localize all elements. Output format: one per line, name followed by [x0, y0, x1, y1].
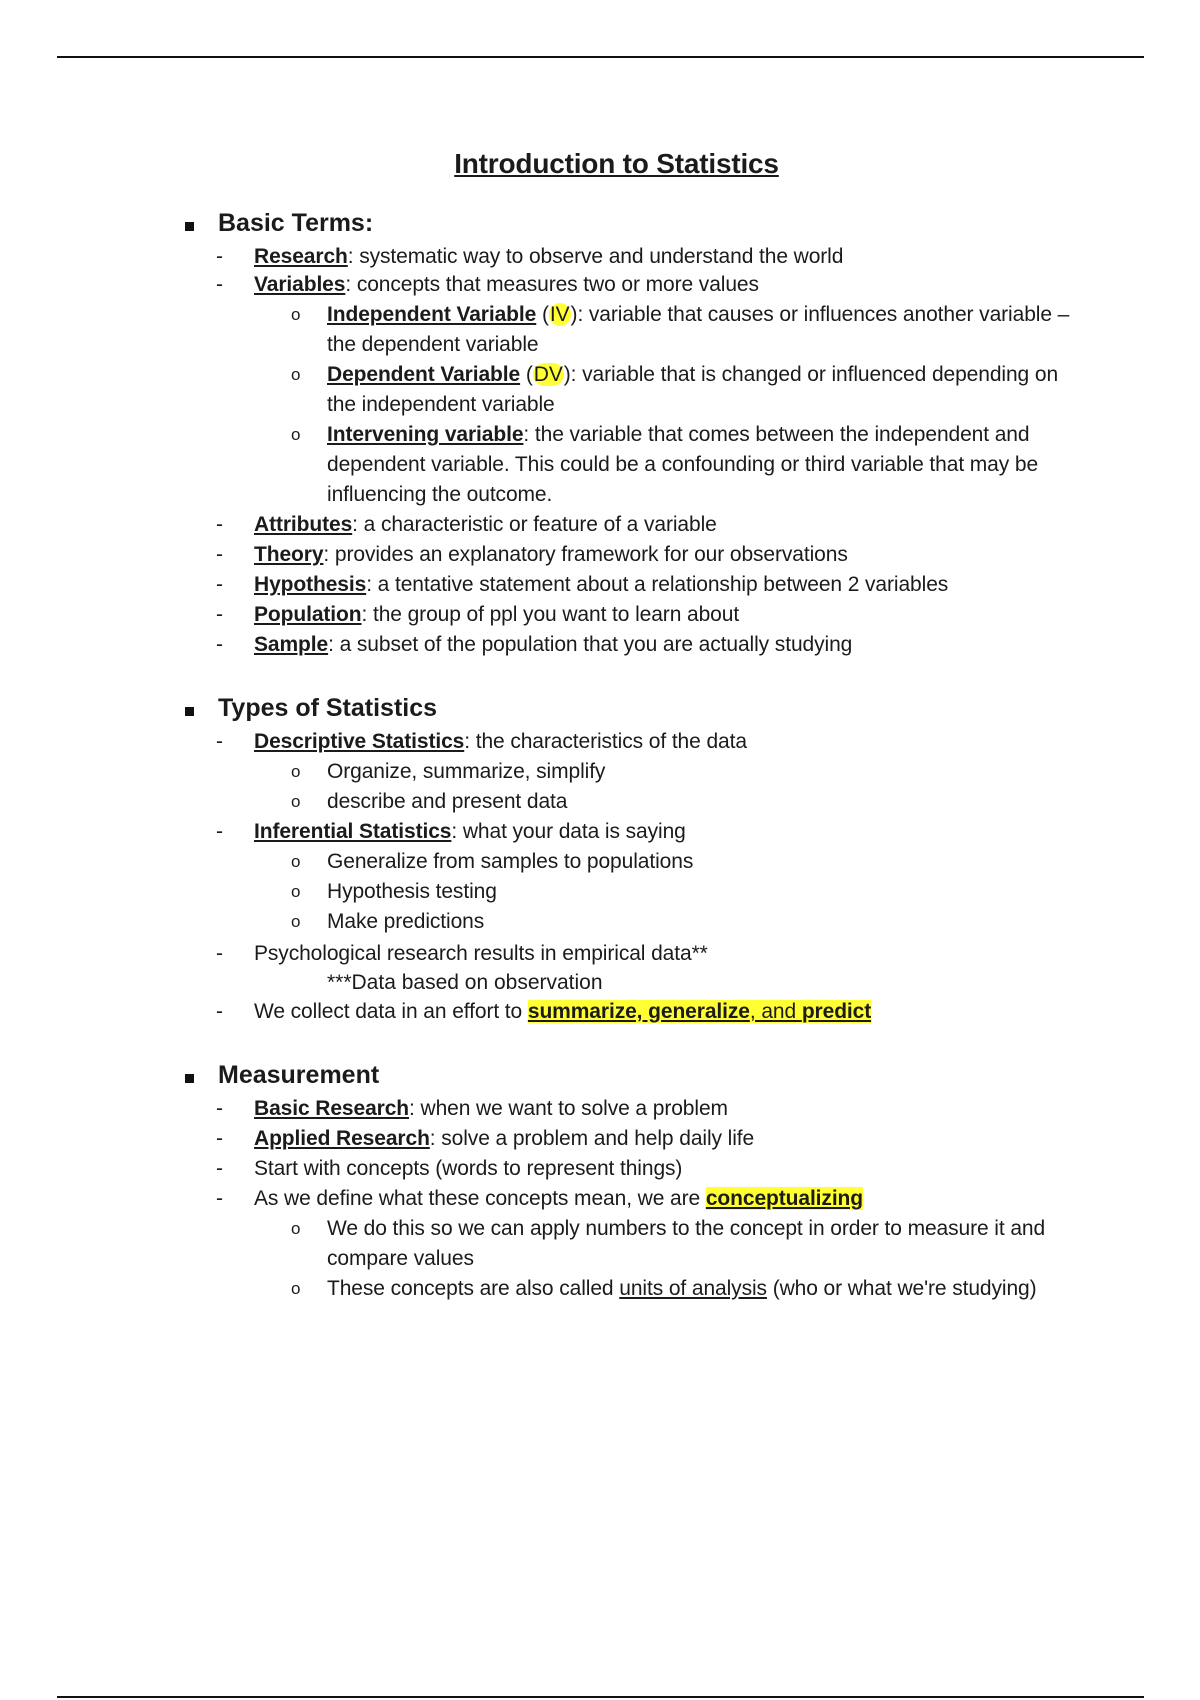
- point-text: These concepts are also called: [327, 1277, 620, 1300]
- list-item: - Research: systematic way to observe and understand the world: [216, 245, 844, 268]
- item-text: As we define what these concepts mean, we are: [254, 1187, 706, 1210]
- section-basic-terms: [0, 209, 1200, 660]
- highlight-iv: IV: [549, 303, 570, 326]
- term-attributes: Attributes: [254, 513, 353, 536]
- point-text: (who or what we're studying): [766, 1277, 1037, 1300]
- list-item: - Sample: a subset of the population that you are actually studying: [216, 633, 853, 656]
- item-text: Start with concepts (words to represent things): [254, 1157, 683, 1180]
- term-applied-research: Applied Research: [254, 1127, 430, 1150]
- list-item: - As we define what these concepts mean, we are conceptualizing: [216, 1187, 864, 1210]
- list-item: - Variables: concepts that measures two or more values: [216, 273, 759, 296]
- sub-list-item: [0, 1274, 1200, 1304]
- definition: : a characteristic or feature of a variable: [352, 513, 717, 536]
- sub-list-item: [0, 420, 1200, 510]
- sub-list-item: [0, 1214, 1200, 1274]
- list-item: - Theory: provides an explanatory framework for our observations: [216, 543, 848, 566]
- circle-bullet-icon: o: [291, 1279, 301, 1298]
- term-dependent-variable: Dependent Variable: [327, 363, 521, 386]
- highlight-summarize-generalize: summarize, generalize: [527, 1000, 750, 1023]
- item-text: We collect data in an effort to: [254, 1000, 528, 1023]
- definition: : when we want to solve a problem: [409, 1097, 728, 1120]
- circle-bullet-icon: o: [291, 305, 301, 324]
- term-theory: Theory: [254, 543, 324, 566]
- circle-bullet-icon: o: [291, 792, 301, 811]
- section-title: Measurement: [218, 1061, 380, 1089]
- point-text: Generalize from samples to populations: [327, 850, 694, 873]
- footnote: ***Data based on observation: [327, 971, 603, 994]
- term-sample: Sample: [254, 633, 329, 656]
- definition: : the group of ppl you want to learn about: [361, 603, 740, 626]
- circle-bullet-icon: o: [291, 365, 301, 384]
- page-title: Introduction to Statistics: [454, 148, 779, 179]
- section-heading: [0, 1061, 1200, 1096]
- list-item: - Inferential Statistics: what your data is saying: [216, 820, 686, 843]
- definition: : provides an explanatory framework for our observations: [323, 543, 848, 566]
- definition: : a tentative statement about a relationship between 2 variables: [366, 573, 949, 596]
- sub-list-item: o Dependent Variable (DV): variable that is changed or influenced depending on the independent variable: [0, 360, 1200, 420]
- sub-list-item: o Independent Variable (IV): variable that causes or influences another variable – the dependent variable: [0, 300, 1200, 360]
- term-descriptive-statistics: Descriptive Statistics: [254, 730, 465, 753]
- highlight-conceptualizing: conceptualizing: [705, 1187, 864, 1210]
- separator-text: , and: [749, 1000, 802, 1023]
- term-independent-variable: Independent Variable: [327, 303, 537, 326]
- definition: : what your data is saying: [451, 820, 686, 843]
- term-hypothesis: Hypothesis: [254, 573, 367, 596]
- circle-bullet-icon: o: [291, 852, 301, 871]
- section-heading: [0, 694, 1200, 729]
- definition: : concepts that measures two or more values: [345, 273, 759, 296]
- list-item: - Attributes: a characteristic or feature of a variable: [216, 513, 717, 536]
- definition: : variable that causes or influences another variable – the dependent variable: [327, 303, 1070, 356]
- highlight-predict: predict: [801, 1000, 872, 1023]
- definition: : the variable that comes between the independent and dependent variable. This could be a confounding or third variable that may be influencing the outcome.: [327, 423, 1039, 506]
- header-rule: [57, 56, 1144, 58]
- section-types-of-statistics: [0, 694, 1200, 1027]
- list-item: - Start with concepts (words to represent things): [0, 1154, 1200, 1184]
- section-heading: [0, 209, 1200, 244]
- circle-bullet-icon: o: [291, 912, 301, 931]
- list-item: - Descriptive Statistics: the characteristics of the data: [216, 730, 747, 753]
- list-item: - We collect data in an effort to summarize, generalize, and predict: [216, 1000, 872, 1023]
- highlight-dv: DV: [533, 363, 563, 386]
- circle-bullet-icon: o: [291, 425, 301, 444]
- sub-list-item: [0, 757, 1200, 787]
- definition: : solve a problem and help daily life: [429, 1127, 755, 1150]
- point-text: Make predictions: [327, 910, 485, 933]
- footer-rule: [57, 1696, 1144, 1698]
- list-item: - Psychological research results in empirical data**: [0, 939, 1200, 969]
- term-population: Population: [254, 603, 362, 626]
- list-item: - Basic Research: when we want to solve a problem: [216, 1097, 728, 1120]
- section-measurement: [0, 1061, 1200, 1304]
- list-item: - Hypothesis: a tentative statement about a relationship between 2 variables: [216, 573, 949, 596]
- item-text: Psychological research results in empirical data**: [254, 942, 708, 965]
- point-text: Organize, summarize, simplify: [327, 760, 606, 783]
- term-basic-research: Basic Research: [254, 1097, 410, 1120]
- sub-list-item: [0, 877, 1200, 907]
- list-item: - Population: the group of ppl you want to learn about: [216, 603, 740, 626]
- list-item: - Applied Research: solve a problem and help daily life: [216, 1127, 755, 1150]
- point-text: We do this so we can apply numbers to the concept in order to measure it and compare values: [327, 1217, 1046, 1270]
- definition: : the characteristics of the data: [464, 730, 747, 753]
- sub-list-item: [0, 787, 1200, 817]
- circle-bullet-icon: o: [291, 1219, 301, 1238]
- square-bullet-icon: [185, 1074, 194, 1083]
- square-bullet-icon: [185, 707, 194, 716]
- term-intervening-variable: Intervening variable: [327, 423, 524, 446]
- definition: : systematic way to observe and understand the world: [347, 245, 844, 268]
- definition: : a subset of the population that you are actually studying: [328, 633, 853, 656]
- section-title: Types of Statistics: [218, 694, 438, 722]
- section-title: Basic Terms:: [218, 209, 374, 237]
- definition: : variable that is changed or influenced depending on the independent variable: [327, 363, 1059, 416]
- term-research: Research: [254, 245, 348, 268]
- term-variables: Variables: [254, 273, 346, 296]
- term-inferential-statistics: Inferential Statistics: [254, 820, 452, 843]
- circle-bullet-icon: o: [291, 882, 301, 901]
- sub-list-item: [0, 907, 1200, 937]
- point-text: Hypothesis testing: [327, 880, 497, 903]
- circle-bullet-icon: o: [291, 762, 301, 781]
- units-of-analysis: units of analysis: [619, 1277, 767, 1300]
- square-bullet-icon: [185, 222, 194, 231]
- point-text: describe and present data: [327, 790, 568, 813]
- sub-list-item: [0, 847, 1200, 877]
